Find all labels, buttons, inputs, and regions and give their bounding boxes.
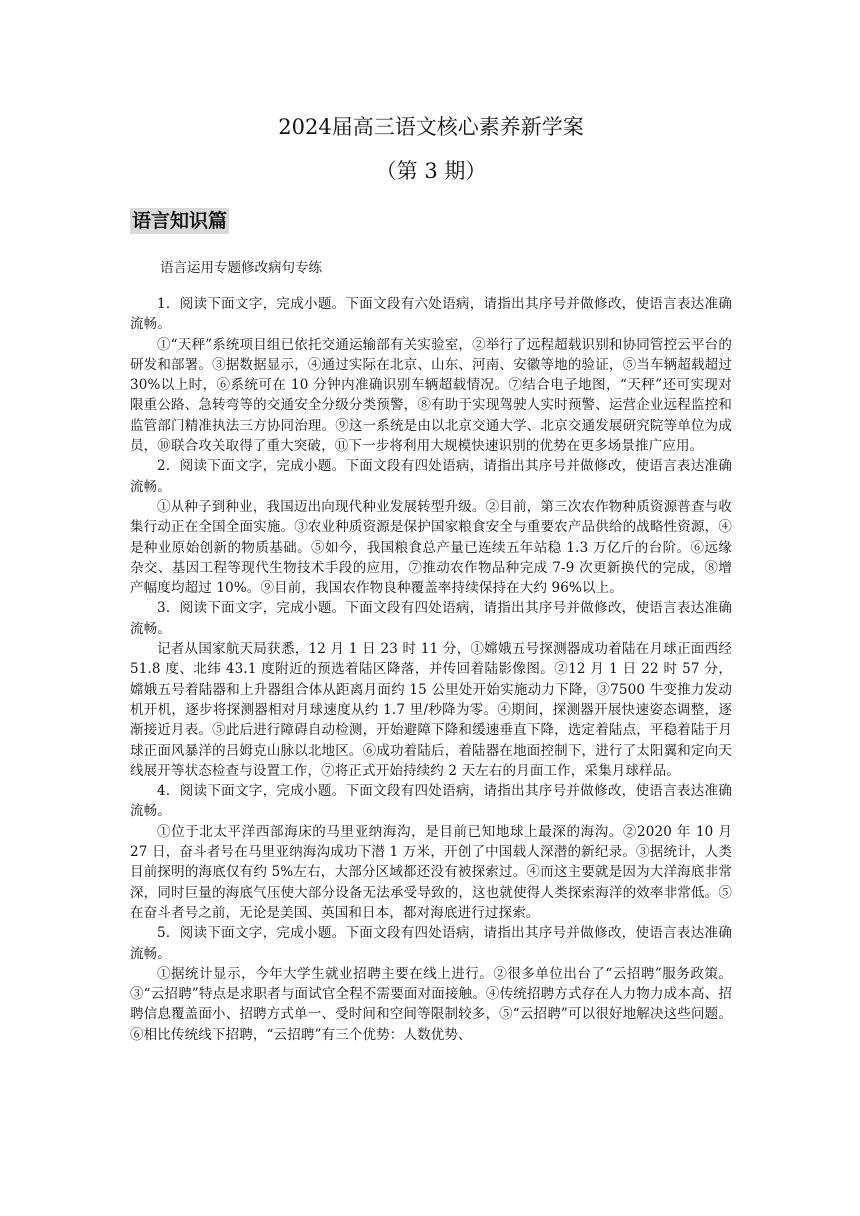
question-prompt: 1．阅读下面文字，完成小题。下面文段有六处语病，请指出其序号并做修改，使语言表达准确流畅。 <box>130 296 732 333</box>
question-5 <box>130 923 732 1045</box>
question-passage: ①“天秤”系统项目组已依托交通运输部有关实验室，②举行了远程超载识别和协同管控云平台的研发和部署。③据数据显示，④通过实际在北京、山东、河南、安徽等地的验证，⑤当车辆超载超过 30%以上时，⑥系统可在 10 分钟内准确识别车辆超载情况。⑦结合电子地图，“天秤”还可实现对限重公路、急转弯等的交通安全分级分类预警，⑧有助于实现驾驶人实时预警、运营企业远程监控和监管部门精准执法三方协同治理。⑨这一系统是由以北京交通大学、北京交通发展研究院等单位为成员，⑩联合攻关取得了重大突破，⑪下一步将利用大规模快速识别的优势在更多场景推广应用。 <box>130 336 732 455</box>
question-3 <box>130 598 732 781</box>
question-2 <box>130 456 732 598</box>
question-passage: 记者从国家航天局获悉，12 月 1 日 23 时 11 分，①嫦娥五号探测器成功着陆在月球正面西经 51.8 度、北纬 43.1 度附近的预选着陆区降落，并传回着陆影像图。②12 月 1 日 22 时 57 分，嫦娥五号着陆器和上升器组合体从距离月面约 15 公里处开始实施动力下降，③7500 牛变推力发动机开机，逐步将探测器相对月球速度从约 1.7 里/秒降为零。④期间，探测器开展快速姿态调整，逐渐接近月表。⑤此后进行障碍自动检测，开始避障下降和缓速垂直下降，选定着陆点，平稳着陆于月球正面风暴洋的吕姆克山脉以北地区。⑥成功着陆后，着陆器在地面控制下，进行了太阳翼和定向天线展开等状态检查与设置工作，⑦将正式开始持续约 2 天左右的月面工作，采集月球样品。 <box>130 641 732 779</box>
document-title: 2024届高三语文核心素养新学案 <box>278 115 584 139</box>
question-prompt: 2．阅读下面文字，完成小题。下面文段有四处语病，请指出其序号并做修改，使语言表达准确流畅。 <box>130 458 732 495</box>
question-4 <box>130 781 732 923</box>
question-passage: ①位于北太平洋西部海床的马里亚纳海沟，是目前已知地球上最深的海沟。②2020 年 10 月 27 日，奋斗者号在马里亚纳海沟成功下潜 1 万米，开创了中国载人深潜的新纪录。③据统计，人类目前探明的海底仅有约 5%左右，大部分区域都还没有被探索过。④而这主要就是因为大洋海底非常深，同时巨量的海底气压使大部分设备无法承受导致的，这也就使得人类探索海洋的效率非常低。⑤在奋斗者号之前，无论是美国、英国和日本，都对海底进行过探索。 <box>130 823 732 921</box>
question-prompt: 3．阅读下面文字，完成小题。下面文段有四处语病，请指出其序号并做修改，使语言表达准确流畅。 <box>130 600 732 637</box>
question-1 <box>130 294 732 456</box>
section-heading-wrapper <box>130 186 732 234</box>
question-prompt: 4．阅读下面文字，完成小题。下面文段有四处语病，请指出其序号并做修改，使语言表达准确流畅。 <box>130 783 732 820</box>
question-passage: ①据统计显示，今年大学生就业招聘主要在线上进行。②很多单位出台了“云招聘”服务政策。③“云招聘”特点是求职者与面试官全程不需要面对面接触。④传统招聘方式存在人力物力成本高、招聘信息覆盖面小、招聘方式单一、受时间和空间等限制较多，⑤“云招聘”可以很好地解决这些问题。⑥相比传统线下招聘，“云招聘”有三个优势：人数优势、 <box>130 965 732 1043</box>
section-heading: 语言知识篇 <box>132 210 228 232</box>
issue-number: （第 3 期） <box>375 159 487 183</box>
question-passage: ①从种子到种业，我国迈出向现代种业发展转型升级。②目前，第三次农作物种质资源普查与收集行动正在全国全面实施。③农业种质资源是保护国家粮食安全与重要农产品供给的战略性资源，④是种业原始创新的物质基础。⑤如今，我国粮食总产量已连续五年站稳 1.3 万亿斤的台阶。⑥远缘杂交、基因工程等现代生物技术手段的应用，⑦推动农作物品种完成 7-9 次更新换代的完成，⑧增产幅度均超过 10%。⑨目前，我国农作物良种覆盖率持续保持在大约 96%以上。 <box>130 498 732 597</box>
question-prompt: 5．阅读下面文字，完成小题。下面文段有四处语病，请指出其序号并做修改，使语言表达准确流畅。 <box>130 925 732 962</box>
topic-line: 语言运用专题修改病句专练 <box>160 260 322 276</box>
